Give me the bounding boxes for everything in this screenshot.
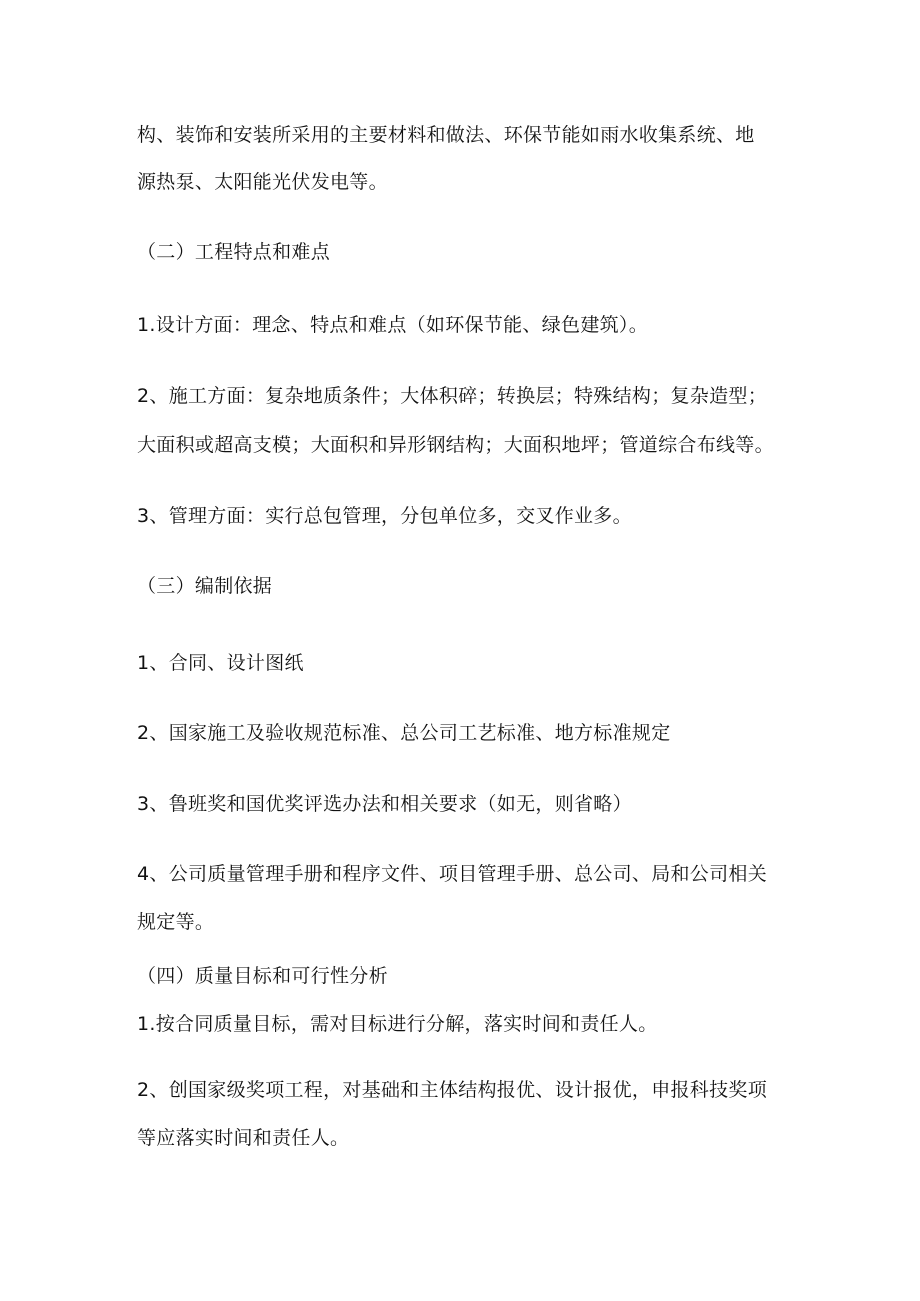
section-heading: （二）工程特点和难点 — [137, 241, 331, 263]
paragraph-line: 规定等。 — [137, 911, 215, 933]
paragraph-line: 4、公司质量管理手册和程序文件、项目管理手册、总公司、局和公司相关 — [137, 863, 767, 885]
paragraph-line: 2、创国家级奖项工程，对基础和主体结构报优、设计报优，申报科技奖项 — [137, 1079, 767, 1101]
section-heading: （三）编制依据 — [137, 575, 273, 597]
section-heading: （四）质量目标和可行性分析 — [137, 965, 388, 987]
paragraph-line: 等应落实时间和责任人。 — [137, 1127, 350, 1149]
paragraph-line: 大面积或超高支模；大面积和异形钢结构；大面积地坪；管道综合布线等。 — [137, 434, 774, 456]
paragraph-line: 2、施工方面：复杂地质条件；大体积碎；转换层；特殊结构；复杂造型； — [137, 385, 767, 407]
paragraph-line: 3、管理方面：实行总包管理，分包单位多，交叉作业多。 — [137, 505, 632, 527]
paragraph-line: 1.设计方面：理念、特点和难点（如环保节能、绿色建筑）。 — [137, 314, 649, 336]
paragraph-line: 源热泵、太阳能光伏发电等。 — [137, 171, 388, 193]
paragraph-line: 构、装饰和安装所采用的主要材料和做法、环保节能如雨水收集系统、地 — [137, 124, 755, 146]
paragraph-line: 3、鲁班奖和国优奖评选办法和相关要求（如无，则省略） — [137, 793, 632, 815]
paragraph-line: 1、合同、设计图纸 — [137, 652, 304, 674]
paragraph-line: 1.按合同质量目标，需对目标进行分解，落实时间和责任人。 — [137, 1013, 658, 1035]
paragraph-line: 2、国家施工及验收规范标准、总公司工艺标准、地方标准规定 — [137, 722, 671, 744]
